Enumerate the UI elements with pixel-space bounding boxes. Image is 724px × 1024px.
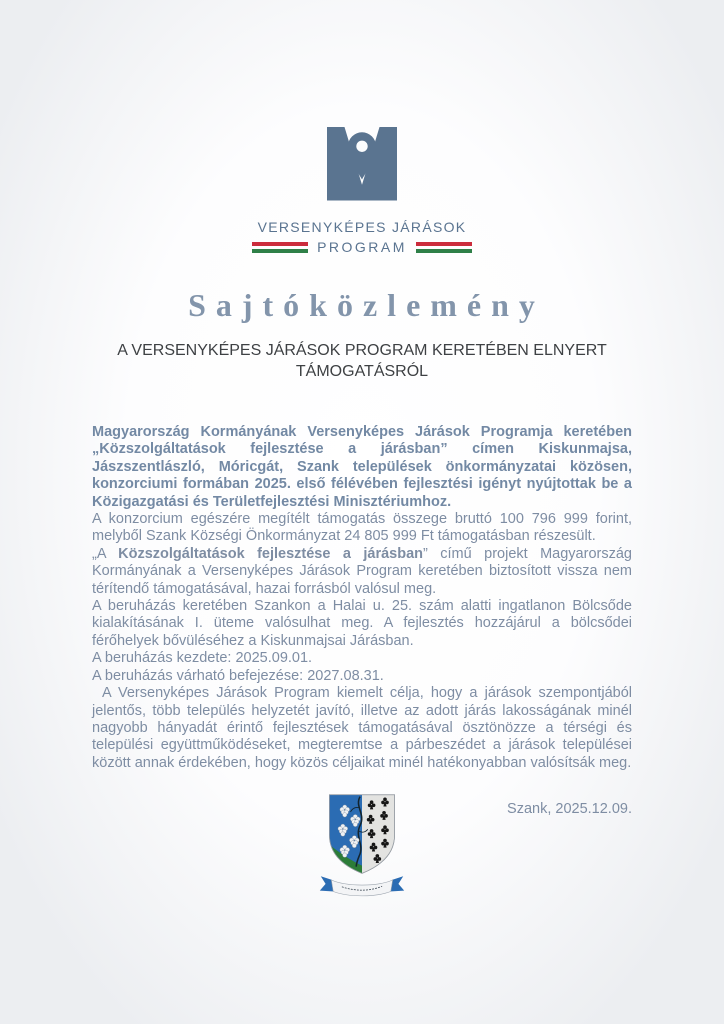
- hungarian-flag-icon-left: [252, 242, 308, 253]
- footer-row: [92, 789, 632, 929]
- line-end-date: A beruházás várható befejezése: 2027.08.31.: [92, 667, 384, 684]
- project-title-bold: Közszolgáltatások fejlesztése a járásban: [118, 545, 424, 562]
- hungarian-flag-icon-right: [416, 242, 472, 253]
- paragraph-lead: Magyarország Kormányának Versenyképes Járások Programja keretében „Közszolgáltatások fejlesztése a járásban” címen Kiskunmajsa, Jászszentlászló, Móricgát, Szank települések önkormányzatai közösen, konzorciumi formában 2025. első félévében fejlesztési igényt nyújtottak be a Közigazgatási és Területfejlesztési Minisztériumhoz.: [92, 424, 632, 510]
- press-release-title: S a j t ó k ö z l e m é n y: [188, 287, 536, 323]
- program-logo: [0, 0, 724, 255]
- paragraph-goal: A Versenyképes Járások Program kiemelt célja, hogy a járások szempontjából jelentős, több település helyzetét javító, illetve az adott járás lakosságának minél nagyobb hányadát érintő fejlesztések támogatásával ösztönözze a térségi és települési együttműködéseket, megteremtse a párbeszédet a járások települései között annak érdekében, hogy közös céljaikat minél hatékonyabban valósítsák meg.: [92, 685, 632, 771]
- line-start-date: A beruházás kezdete: 2025.09.01.: [92, 650, 313, 667]
- press-release-subtitle: A VERSENYKÉPES JÁRÁSOK PROGRAM KERETÉBEN ELNYERT TÁMOGATÁSRÓL: [117, 342, 607, 380]
- dateline: Szank, 2025.12.09.: [507, 801, 632, 818]
- paragraph-grant: A konzorcium egészére megítélt támogatás összege bruttó 100 796 999 forint, melyből Szank Községi Önkormányzat 24 805 999 Ft támogatásban részesült.: [92, 511, 632, 545]
- map-pin-v-icon: [318, 120, 406, 204]
- project-quote-prefix: „A: [92, 545, 119, 562]
- szank-coat-of-arms-icon: [316, 789, 408, 904]
- paragraph-project: [92, 546, 632, 598]
- paragraph-construction: A beruházás keretében Szankon a Halai u. 25. szám alatti ingatlanon Bölcsőde kialakításának I. üteme valósulhat meg. A fejlesztés hozzájárul a bölcsődei férőhelyek bővüléséhez a Kiskunmajsai Járásban.: [92, 598, 632, 649]
- logo-wordmark-program: PROGRAM: [317, 239, 407, 255]
- logo-wordmark-line1: VERSENYKÉPES JÁRÁSOK: [257, 219, 467, 235]
- project-quote-suffix: ” című projekt Magyarország Kormányának a Versenyképes Járások Program keretében biztosított vissza nem térítendő támogatásával, hazai forrásból valósul meg.: [92, 545, 632, 597]
- press-release-body: [92, 424, 632, 772]
